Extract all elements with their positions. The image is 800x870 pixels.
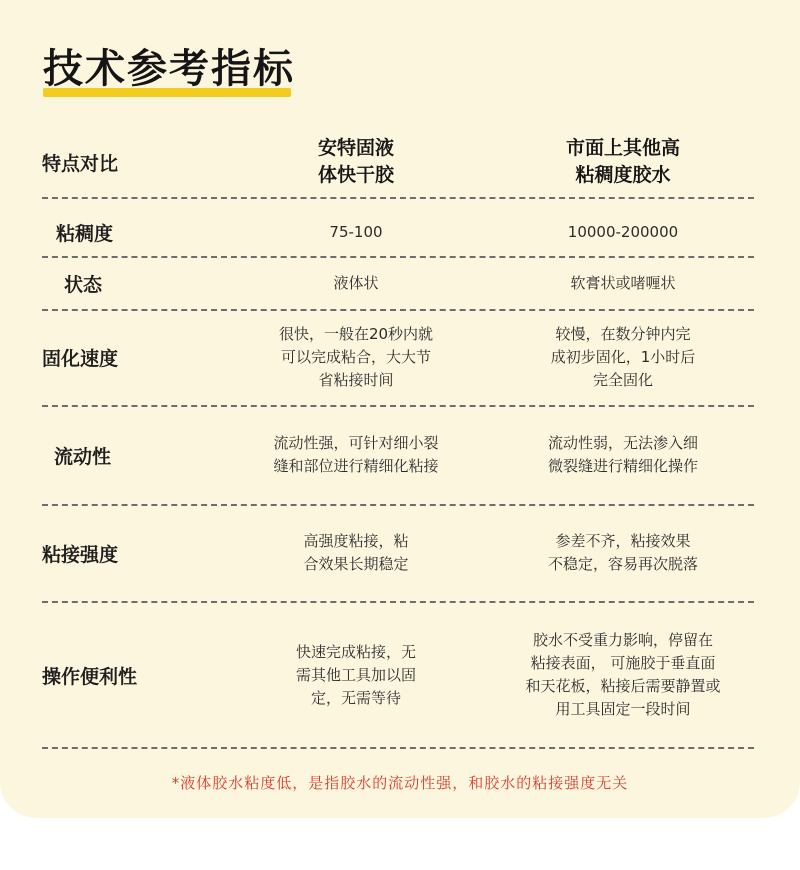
- row-label: 粘稠度: [56, 222, 114, 245]
- product-a-value: 很快，一般在20秒内就 可以完成粘合，大大节 省粘接时间: [278, 324, 434, 389]
- feature-column-header: 特点对比: [42, 152, 119, 175]
- product-a-value: 液体状: [333, 273, 379, 292]
- product-b-value: 软膏状或啫喱状: [570, 273, 676, 292]
- row-label: 流动性: [54, 445, 112, 468]
- product-a-value: 流动性强，可针对细小裂 缝和部位进行精细化粘接: [273, 434, 439, 475]
- table-row: [42, 603, 754, 747]
- product-a-value: 75-100: [329, 222, 383, 241]
- product-a-value: 快速完成粘接，无 需其他工具加以固 定，无需等待: [295, 642, 416, 707]
- product-a-value: 高强度粘接，粘 合效果长期稳定: [303, 532, 409, 573]
- row-divider: [42, 747, 754, 749]
- row-label: 操作便利性: [42, 665, 138, 688]
- product-b-column-header: 市面上其他高 粘稠度胶水: [565, 137, 680, 186]
- product-b-value: 10000-200000: [567, 222, 679, 241]
- row-label: 固化速度: [42, 347, 119, 370]
- row-divider: [42, 197, 754, 199]
- footnote: *液体胶水粘度低，是指胶水的流动性强，和胶水的粘接强度无关: [171, 774, 629, 792]
- product-b-value: 参差不齐，粘接效果 不稳定，容易再次脱落: [547, 532, 698, 573]
- table-row: [42, 258, 754, 308]
- title-block: [43, 44, 295, 94]
- table-row: [42, 407, 754, 503]
- table-row: [42, 506, 754, 600]
- product-a-column-header: 安特固液 体快干胶: [317, 137, 394, 186]
- table-header-row: [42, 128, 754, 196]
- product-b-value: 流动性弱，无法渗入细 微裂缝进行精细化操作: [547, 434, 698, 475]
- table-row: [42, 209, 754, 255]
- row-label: 粘接强度: [42, 543, 119, 566]
- page-title: 技术参考指标: [43, 46, 295, 92]
- product-b-value: 胶水不受重力影响，停留在 粘接表面， 可施胶于垂直面 和天花板，粘接后需要静置或 用工具固定一段时间: [525, 631, 721, 718]
- product-b-value: 较慢，在数分钟内完 成初步固化，1小时后 完全固化: [550, 324, 696, 389]
- table-row: [42, 311, 754, 403]
- row-label: 状态: [64, 273, 103, 296]
